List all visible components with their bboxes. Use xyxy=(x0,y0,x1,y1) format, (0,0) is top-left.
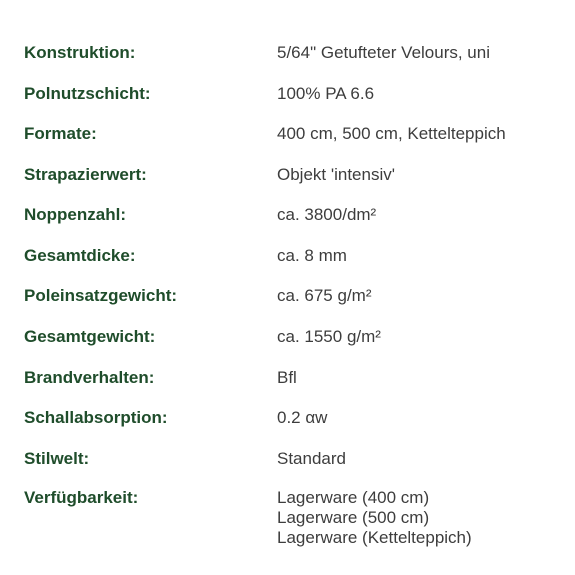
spec-value: ca. 675 g/m² xyxy=(277,286,372,305)
spec-label: Schallabsorption: xyxy=(24,408,168,427)
availability-line: Lagerware (400 cm) xyxy=(277,488,430,507)
spec-value: Standard xyxy=(277,449,346,468)
spec-value: Objekt 'intensiv' xyxy=(277,165,395,184)
availability-line: Lagerware (500 cm) xyxy=(277,508,430,527)
spec-value: 400 cm, 500 cm, Kettelteppich xyxy=(277,124,506,143)
spec-label: Gesamtdicke: xyxy=(24,246,136,265)
spec-label: Noppenzahl: xyxy=(24,205,126,224)
availability-line: Lagerware (Kettelteppich) xyxy=(277,528,472,547)
spec-value: 100% PA 6.6 xyxy=(277,84,375,103)
spec-label: Poleinsatzgewicht: xyxy=(24,286,178,305)
spec-label: Konstruktion: xyxy=(24,43,136,62)
spec-value: ca. 3800/dm² xyxy=(277,205,377,224)
spec-label: Gesamtgewicht: xyxy=(24,327,156,346)
spec-value: 0.2 αw xyxy=(277,408,328,427)
spec-value: ca. 8 mm xyxy=(277,246,347,265)
spec-value: 5/64" Getufteter Velours, uni xyxy=(277,43,490,62)
spec-label: Verfügbarkeit: xyxy=(24,488,139,507)
spec-label: Brandverhalten: xyxy=(24,368,155,387)
spec-label: Strapazierwert: xyxy=(24,165,147,184)
spec-label: Formate: xyxy=(24,124,97,143)
spec-label: Stilwelt: xyxy=(24,449,90,468)
spec-value: ca. 1550 g/m² xyxy=(277,327,381,346)
spec-value-list xyxy=(277,488,472,548)
spec-label: Polnutzschicht: xyxy=(24,84,151,103)
spec-value: Bfl xyxy=(277,368,297,387)
